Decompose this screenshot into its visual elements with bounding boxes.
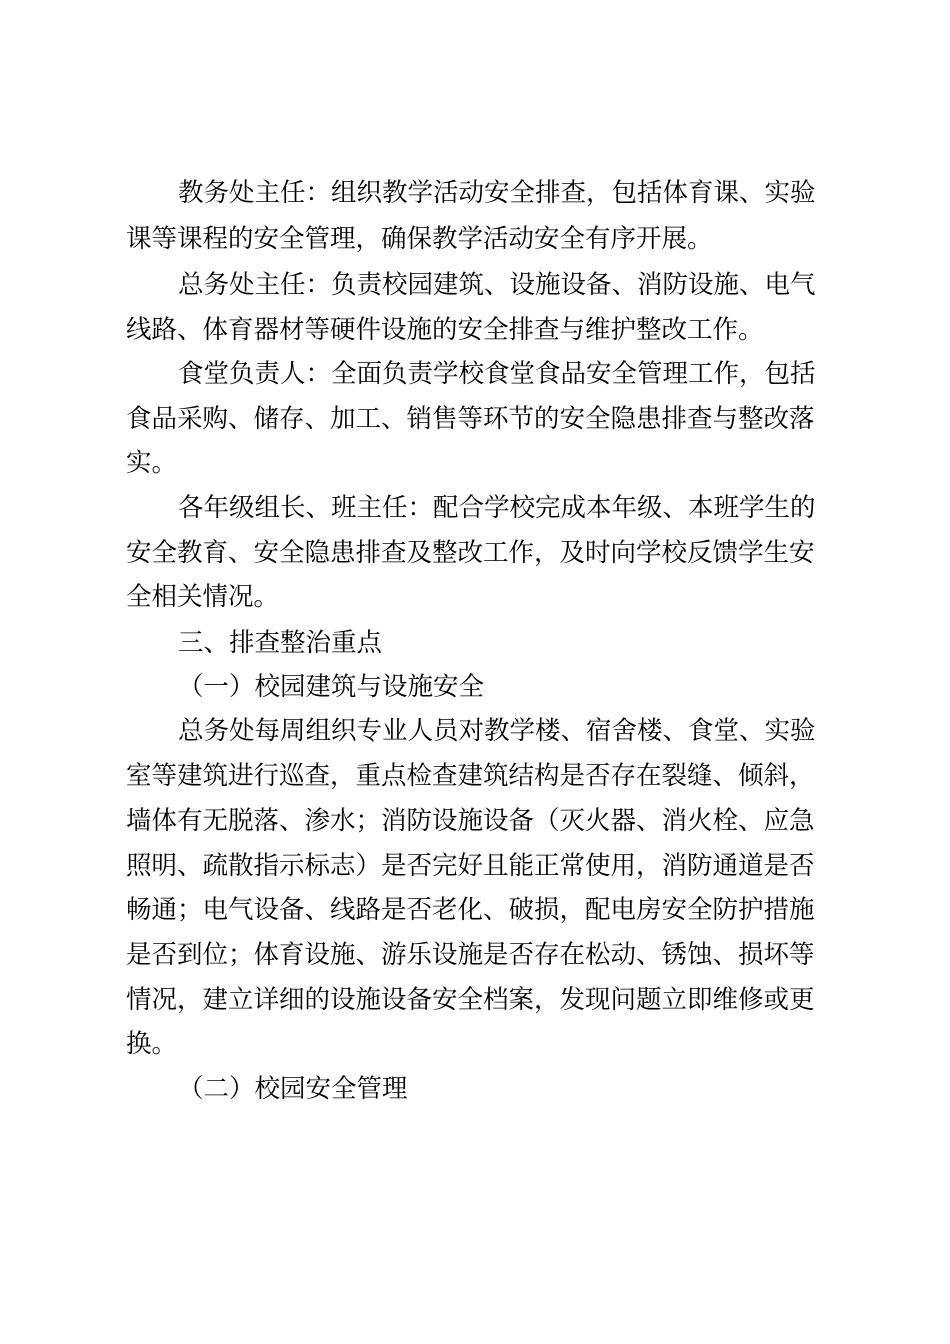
line-5: 食堂负责人：全面负责学校食堂食品安全管理工作，包括	[178, 359, 816, 389]
line-15: 墙体有无脱落、渗水；消防设施设备（灭火器、消火栓、应急	[126, 806, 815, 836]
line-8: 各年级组长、班主任：配合学校完成本年级、本班学生的	[178, 493, 816, 523]
line-18: 是否到位；体育设施、游乐设施是否存在松动、锈蚀、损坏等	[126, 940, 815, 970]
line-3: 总务处主任：负责校园建筑、设施设备、消防设施、电气	[178, 270, 816, 300]
line-1: 教务处主任：组织教学活动安全排查，包括体育课、实验	[178, 178, 816, 208]
subsection-heading-2: （二）校园安全管理	[178, 1074, 408, 1104]
line-20: 换。	[126, 1029, 178, 1059]
line-17: 畅通；电气设备、线路是否老化、破损，配电房安全防护措施	[126, 895, 815, 925]
line-6: 食品采购、储存、加工、销售等环节的安全隐患排查与整改落	[126, 404, 815, 434]
line-16: 照明、疏散指示标志）是否完好且能正常使用，消防通道是否	[126, 851, 815, 881]
line-2: 课等课程的安全管理，确保教学活动安全有序开展。	[126, 224, 713, 254]
line-7: 实。	[126, 448, 178, 478]
line-9: 安全教育、安全隐患排查及整改工作，及时向学校反馈学生安	[126, 538, 815, 568]
line-10: 全相关情况。	[126, 582, 280, 612]
line-4: 线路、体育器材等硬件设施的安全排查与维护整改工作。	[126, 315, 764, 345]
line-13: 总务处每周组织专业人员对教学楼、宿舍楼、食堂、实验	[178, 716, 816, 746]
subsection-heading-1: （一）校园建筑与设施安全	[178, 672, 485, 702]
section-heading-3: 三、排查整治重点	[178, 628, 383, 658]
line-14: 室等建筑进行巡查，重点检查建筑结构是否存在裂缝、倾斜，	[126, 761, 815, 791]
line-19: 情况，建立详细的设施设备安全档案，发现问题立即维修或更	[126, 985, 815, 1015]
